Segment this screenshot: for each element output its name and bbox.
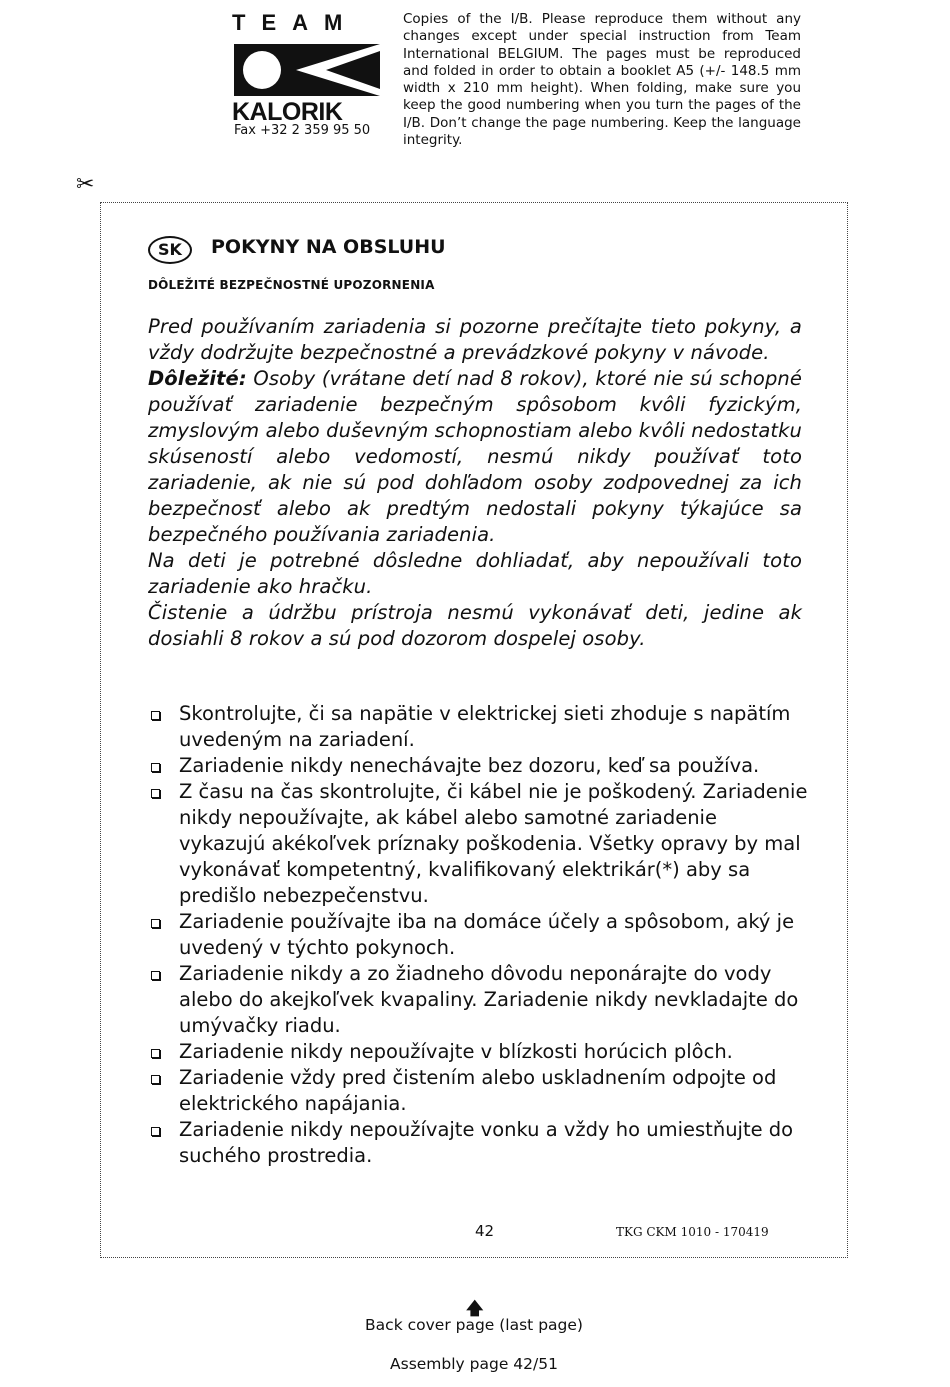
list-item-text: Zariadenie nikdy nenechávajte bez dozoru, keď sa používa.	[179, 754, 760, 777]
team-kalorik-logo	[232, 10, 380, 140]
checkbox-bullet-icon	[151, 789, 160, 798]
assembly-page-note: Assembly page 42/51	[390, 1355, 558, 1373]
list-item	[148, 753, 808, 779]
children-paragraph: Na deti je potrebné dôsledne dohliadať, aby nepoužívali toto zariadenie ako hračku.	[148, 549, 802, 598]
important-label: Dôležité:	[148, 367, 247, 390]
cleaning-paragraph: Čistenie a údržbu prístroja nesmú vykonávať deti, jedine ak dosiahli 8 rokov a sú pod dozorom dospelej osoby.	[148, 601, 802, 650]
list-item	[148, 1117, 808, 1169]
intro-paragraph: Pred používaním zariadenia si pozorne prečítajte tieto pokyny, a vždy dodržujte bezpečnostné a prevádzkové pokyny v návode.	[148, 315, 802, 364]
checkbox-bullet-icon	[151, 919, 160, 928]
list-item-text: Z času na čas skontrolujte, či kábel nie je poškodený. Zariadenie nikdy nepoužívajte, ak kábel alebo samotné zariadenie vykazujú akékoľvek príznaky poškodenia. Všetky opravy by mal vykonávať kompetentný, kvalifikovaný elektrikár(*) aby sa predišlo nebezpečenstvu.	[179, 780, 808, 907]
page-number: 42	[475, 1222, 495, 1240]
logo-kalorik-text: KALORIK	[232, 98, 343, 126]
kalorik-k-icon	[234, 44, 380, 96]
list-item	[148, 1039, 808, 1065]
list-item	[148, 961, 808, 1039]
checkbox-bullet-icon	[151, 1075, 160, 1084]
list-item-text: Zariadenie vždy pred čistením alebo uskladnením odpojte od elektrického napájania.	[179, 1066, 777, 1115]
scissors-icon: ✂	[76, 172, 95, 197]
intro-text	[148, 314, 802, 652]
important-text: Osoby (vrátane detí nad 8 rokov), ktoré nie sú schopné používať zariadenie bezpečným spôsobom kvôli fyzickým, zmyslovým alebo duševným schopnostiam alebo kvôli nedostatku skúseností alebo vedomostí, nesmú nikdy používať toto zariadenie, ak nie sú pod dohľadom osoby zodpovednej za ich bezpečnosť alebo ak predtým nedostali pokyny týkajúce sa bezpečného používania zariadenia.	[148, 367, 802, 546]
list-item-text: Zariadenie nikdy a zo žiadneho dôvodu neponárajte do vody alebo do akejkoľvek kvapaliny. Zariadenie nikdy nevkladajte do umývačky riadu.	[179, 962, 799, 1037]
list-item	[148, 1065, 808, 1117]
list-item	[148, 909, 808, 961]
list-item-text: Zariadenie nikdy nepoužívajte vonku a vždy ho umiestňujte do suchého prostredia.	[179, 1118, 794, 1167]
list-item-text: Skontrolujte, či sa napätie v elektrickej sieti zhoduje s napätím uvedeným na zariadení.	[179, 702, 791, 751]
list-item	[148, 779, 808, 909]
list-item-text: Zariadenie nikdy nepoužívajte v blízkosti horúcich plôch.	[179, 1040, 733, 1063]
checkbox-bullet-icon	[151, 971, 160, 980]
fax-number: Fax +32 2 359 95 50	[234, 123, 371, 138]
checkbox-bullet-icon	[151, 711, 160, 720]
logo-team-text: TEAM	[232, 10, 359, 35]
checkbox-bullet-icon	[151, 1049, 160, 1058]
model-code: TKG CKM 1010 - 170419	[616, 1225, 769, 1239]
checkbox-bullet-icon	[151, 763, 160, 772]
checkbox-bullet-icon	[151, 1127, 160, 1136]
safety-list	[148, 701, 808, 1169]
list-item	[148, 701, 808, 753]
back-cover-note: Back cover page (last page)	[365, 1316, 583, 1334]
list-item-text: Zariadenie používajte iba na domáce účely a spôsobom, aký je uvedený v týchto pokynoch.	[179, 910, 795, 959]
reproduction-notice: Copies of the I/B. Please reproduce them without any changes except under special instruction from Team International BELGIUM. The pages must be reproduced and folded in order to obtain a booklet A5 (+/- 148.5 mm width x 210 mm height). When folding, make sure you keep the good numbering when you turn the pages of the I/B. Don’t change the page numbering. Keep the language integrity.	[403, 11, 801, 149]
arrow-up-icon: 🡅	[466, 1299, 484, 1319]
language-badge: SK	[148, 236, 192, 264]
important-paragraph	[148, 366, 802, 548]
section-subtitle: DÔLEŽITÉ BEZPEČNOSTNÉ UPOZORNENIA	[148, 278, 435, 292]
section-title: POKYNY NA OBSLUHU	[211, 236, 446, 258]
